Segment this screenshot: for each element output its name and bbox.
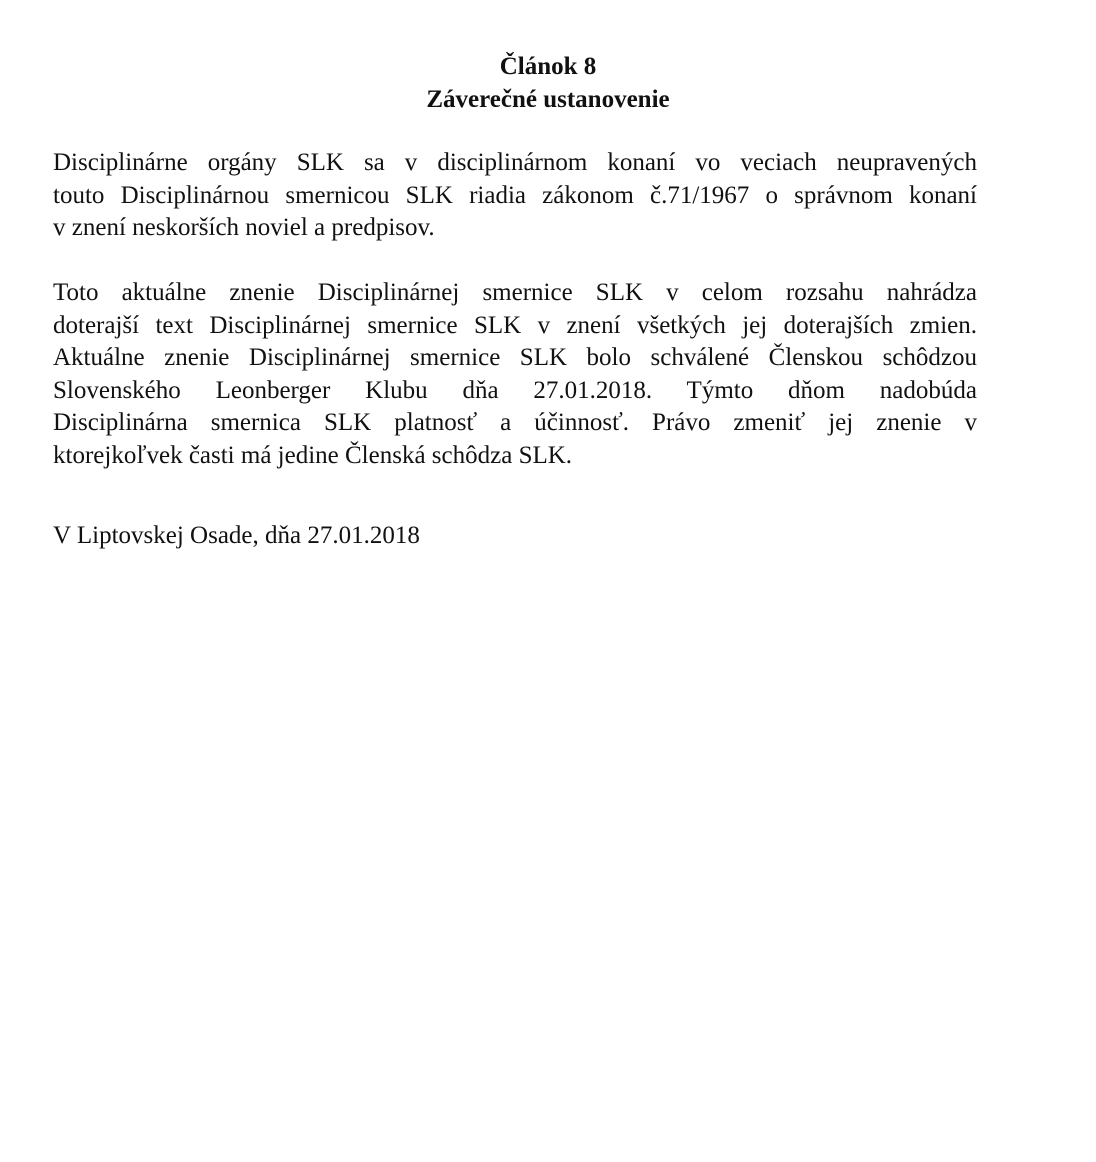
paragraph-line: ktorejkoľvek časti má jedine Členská schôdza SLK. [53, 441, 573, 469]
paragraph-line: doterajší text Disciplinárnej smernice SLK v znení všetkých jej doterajších zmien. [53, 311, 977, 339]
article-number: Článok 8 [499, 53, 597, 80]
paragraph-line: Aktuálne znenie Disciplinárnej smernice SLK bolo schválené Členskou schôdzou [53, 344, 977, 371]
paragraph-line: touto Disciplinárnou smernicou SLK riadia zákonom č.71/1967 o správnom konaní [53, 181, 977, 209]
paragraph-line: Slovenského Leonberger Klubu dňa 27.01.2018. Týmto dňom nadobúda [53, 376, 977, 404]
paragraph-line: v znení neskorších noviel a predpisov. [53, 214, 435, 241]
paragraph-governing-law [53, 147, 977, 245]
paragraph-line: Toto aktuálne znenie Disciplinárnej smernice SLK v celom rozsahu nahrádza [53, 279, 977, 306]
paragraph-line: Disciplinárne orgány SLK sa v disciplinárnom konaní vo veciach neupravených [53, 149, 977, 176]
paragraph-validity [53, 277, 977, 472]
paragraph-line: Disciplinárna smernica SLK platnosť a účinnosť. Právo zmeniť jej znenie v [53, 409, 977, 436]
place-and-date: V Liptovskej Osade, dňa 27.01.2018 [53, 522, 420, 549]
article-title: Záverečné ustanovenie [426, 86, 670, 113]
